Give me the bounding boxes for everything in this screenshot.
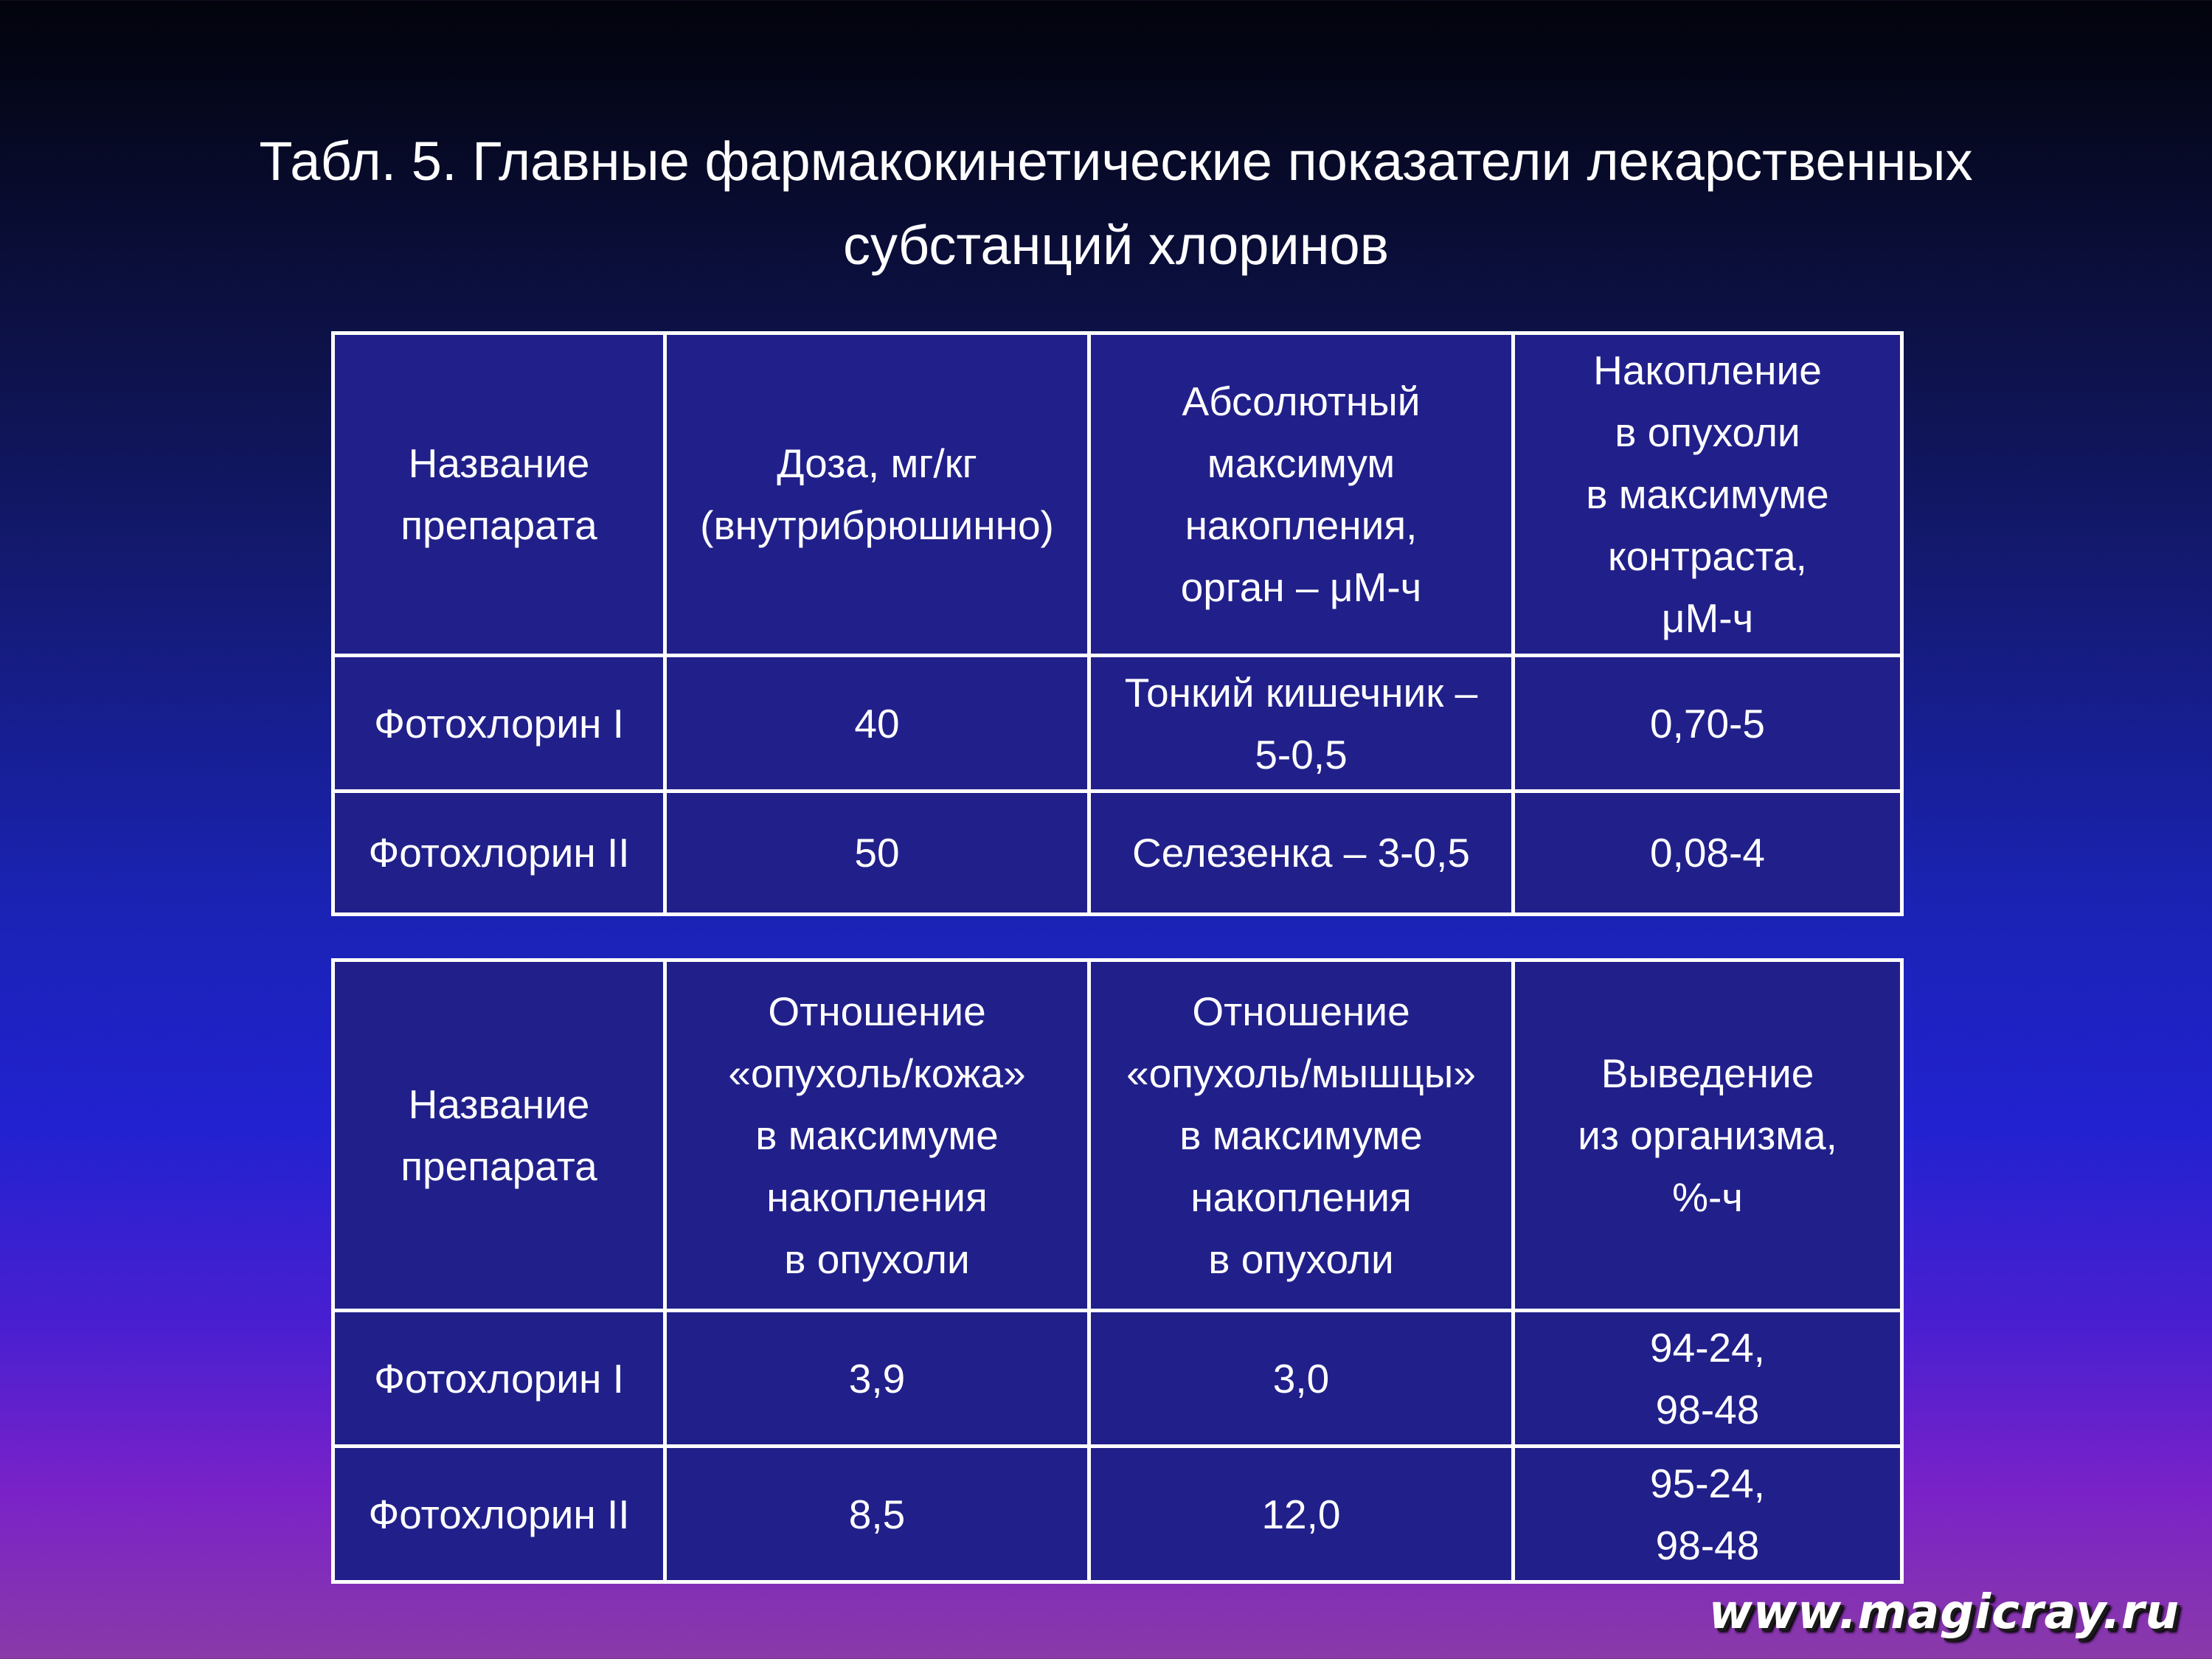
cell-elimination: 94-24, 98-48 [1514, 1311, 1902, 1447]
slide-title [0, 120, 2212, 288]
cell-absolute-max: Селезенка – 3-0,5 [1089, 792, 1514, 915]
header-cell-drug-name: Название препарата [333, 960, 665, 1311]
header-cell-tumor-accumulation: Накопление в опухоли в максимуме контраста, μМ-ч [1514, 333, 1902, 656]
cell-tumor-skin-ratio: 3,9 [665, 1311, 1089, 1447]
cell-tumor-accumulation: 0,08-4 [1514, 792, 1902, 915]
header-cell-dose: Доза, мг/кг (внутрибрюшинно) [665, 333, 1089, 656]
header-cell-elimination: Выведение из организма, %-ч [1514, 960, 1902, 1311]
table-row [333, 792, 1902, 915]
title-line-1: Табл. 5. Главные фармакокинетические показатели лекарственных [259, 131, 1973, 192]
title-line-2: субстанций хлоринов [842, 215, 1390, 276]
pharmacokinetics-table-1 [331, 331, 1904, 916]
cell-dose: 50 [665, 792, 1089, 915]
cell-tumor-skin-ratio: 8,5 [665, 1447, 1089, 1582]
cell-tumor-muscle-ratio: 3,0 [1089, 1311, 1514, 1447]
table-row [333, 1311, 1902, 1447]
table-row [333, 656, 1902, 792]
pharmacokinetics-table-2 [331, 958, 1904, 1584]
watermark-url: www.magicray.ru [1708, 1585, 2180, 1640]
cell-dose: 40 [665, 656, 1089, 792]
cell-tumor-muscle-ratio: 12,0 [1089, 1447, 1514, 1582]
table-row [333, 1447, 1902, 1582]
header-cell-absolute-max: Абсолютный максимум накопления, орган – μМ-ч [1089, 333, 1514, 656]
header-cell-drug-name: Название препарата [333, 333, 665, 656]
cell-drug-name: Фотохлорин I [333, 1311, 665, 1447]
header-cell-tumor-skin-ratio: Отношение «опухоль/кожа» в максимуме накопления в опухоли [665, 960, 1089, 1311]
header-row [333, 960, 1902, 1311]
cell-drug-name: Фотохлорин II [333, 1447, 665, 1582]
header-cell-tumor-muscle-ratio: Отношение «опухоль/мышцы» в максимуме накопления в опухоли [1089, 960, 1514, 1311]
cell-elimination: 95-24, 98-48 [1514, 1447, 1902, 1582]
header-row [333, 333, 1902, 656]
cell-drug-name: Фотохлорин II [333, 792, 665, 915]
cell-tumor-accumulation: 0,70-5 [1514, 656, 1902, 792]
cell-absolute-max: Тонкий кишечник – 5-0,5 [1089, 656, 1514, 792]
cell-drug-name: Фотохлорин I [333, 656, 665, 792]
